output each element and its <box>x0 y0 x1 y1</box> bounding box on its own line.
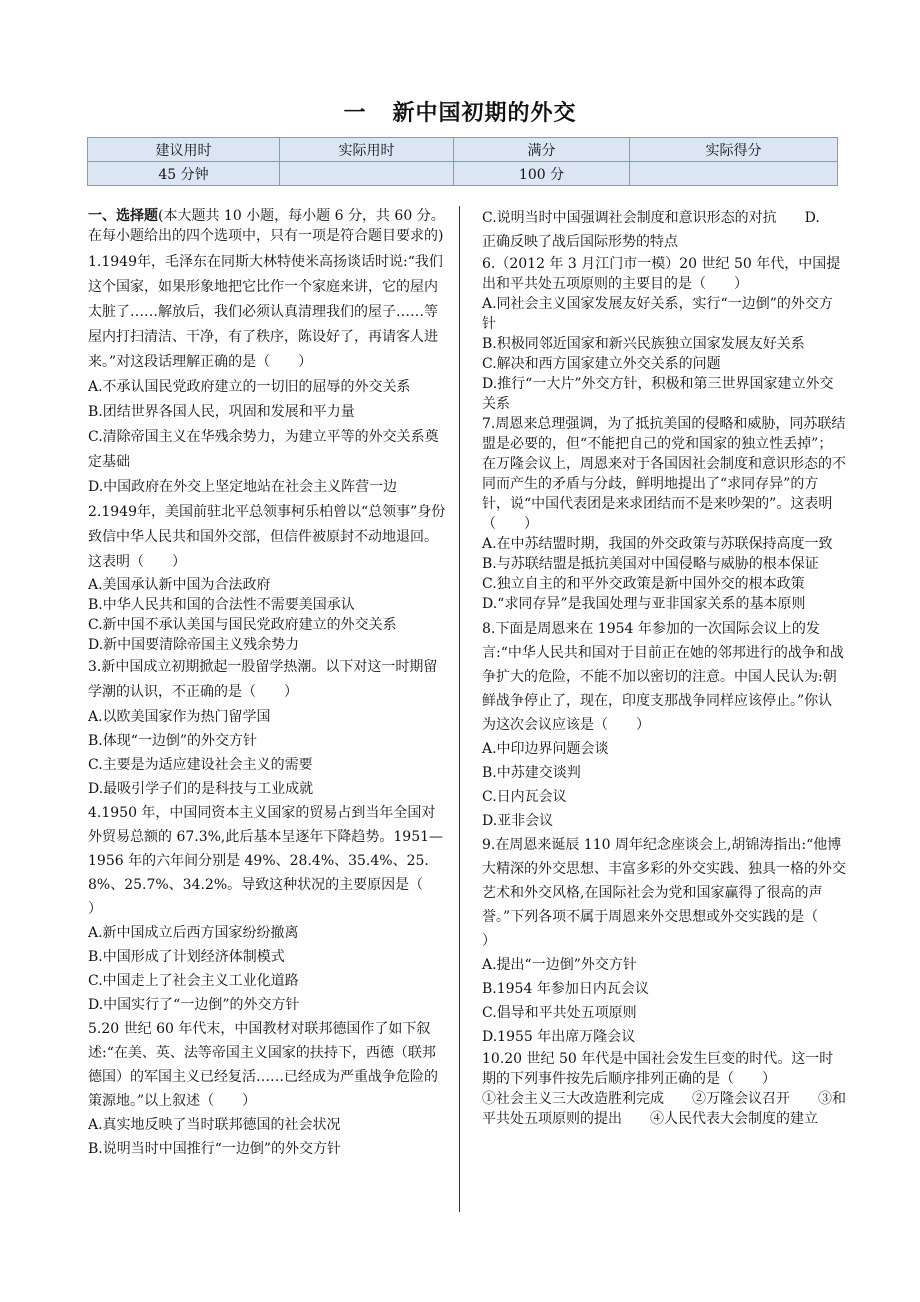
right-column <box>482 206 846 1129</box>
section-label: 一、选择题 <box>88 208 158 224</box>
option-d[interactable]: D.亚非会议 <box>482 813 554 829</box>
option-d[interactable]: D.新中国要清除帝国主义残余势力 <box>88 637 300 653</box>
question-stem: 7.周恩来总理强调，为了抵抗美国的侵略和威胁，同苏联结盟是必要的，但“不能把自己的党和国家的独立性丢掉”；在万隆会议上，周恩来对于各国因社会制度和意识形态的不同而产生的矛盾与分歧，鲜明地提出了“求同存异”的方针，说“中国代表团是来求团结而不是来吵架的”。这表明（ ） <box>482 416 846 532</box>
header-suggested-time: 建议用时 <box>88 138 280 162</box>
option-d[interactable]: D.“求同存异”是我国处理与亚非国家关系的基本原则 <box>482 596 806 612</box>
question-stem: 5.20 世纪 60 年代末，中国教材对联邦德国作了如下叙述:“在美、英、法等帝国主义国家的扶持下，西德（联邦德国）的军国主义已经复活……已经成为严重战争危险的策源地。”以上叙述（ ） <box>88 1021 438 1109</box>
question-stem: 1.1949年，毛泽东在同斯大林特使米高扬谈话时说:“我们这个国家，如果形象地把它比作一个家庭来讲，它的屋内太脏了……解放后，我们必须认真清理我们的屋子……等屋内打扫清洁、干净，有了秩序，陈设好了，再请客人进来。”对这段话理解正确的是（ ） <box>88 254 443 370</box>
option-a[interactable]: A.同社会主义国家发展友好关系，实行“一边倒”的外交方针 <box>482 296 833 332</box>
title-text: 新中国初期的外交 <box>392 101 577 126</box>
option-b[interactable]: B.体现“一边倒”的外交方针 <box>88 733 258 749</box>
question-4 <box>88 801 452 1017</box>
question-9 <box>482 833 846 1049</box>
left-column <box>88 206 452 1161</box>
option-d[interactable]: D.中国实行了“一边倒”的外交方针 <box>88 997 300 1013</box>
section-desc: (本大题共 10 小题，每小题 6 分，共 60 分。在每小题给出的四个选项中，只有一项是符合题目要求的) <box>88 208 445 244</box>
question-1 <box>88 250 448 500</box>
option-c[interactable]: C.中国走上了社会主义工业化道路 <box>88 973 299 989</box>
option-b[interactable]: B.说明当时中国推行“一边倒”的外交方针 <box>88 1141 342 1157</box>
option-c[interactable]: C.日内瓦会议 <box>482 789 567 805</box>
option-d[interactable]: D.1955 年出席万隆会议 <box>482 1029 636 1045</box>
option-b[interactable]: B.中苏建交谈判 <box>482 765 581 781</box>
option-a[interactable]: A.新中国成立后西方国家纷纷撤离 <box>88 925 299 941</box>
question-2 <box>88 500 448 655</box>
question-5 <box>88 1017 448 1161</box>
option-b[interactable]: B.与苏联结盟是抵抗美国对中国侵略与威胁的根本保证 <box>482 556 819 572</box>
question-stem: 10.20 世纪 50 年代是中国社会发生巨变的时代。这一时期的下列事件按先后顺序排列正确的是（ ） <box>482 1051 834 1087</box>
option-c[interactable]: C.独立自主的和平外交政策是新中国外交的根本政策 <box>482 576 805 592</box>
option-d[interactable]: D.推行“一大片”外交方针，积极和第三世界国家建立外交关系 <box>482 376 834 412</box>
question-8 <box>482 617 846 833</box>
question-10 <box>482 1049 846 1129</box>
option-d[interactable]: 正确反映了战后国际形势的特点 <box>482 234 678 250</box>
header-full-score: 满分 <box>454 138 630 162</box>
option-a[interactable]: A.提出“一边倒”外交方针 <box>482 957 637 973</box>
option-c[interactable]: C.新中国不承认美国与国民党政府建立的外交关系 <box>88 617 397 633</box>
column-divider <box>459 206 460 1212</box>
option-c[interactable]: C.说明当时中国强调社会制度和意识形态的对抗 D. <box>482 210 820 226</box>
question-stem: 2.1949年，美国前驻北平总领事柯乐柏曾以“总领事”身份致信中华人民共和国外交部，但信件被原封不动地退回。这表明（ ） <box>88 504 446 570</box>
question-5-continued <box>482 206 846 254</box>
ordering-items: ①社会主义三大改造胜利完成 ②万隆会议召开 ③和平共处五项原则的提出 ④人民代表大会制度的建立 <box>482 1091 846 1127</box>
value-full-score: 100 分 <box>454 162 630 186</box>
value-actual-score[interactable] <box>630 162 838 186</box>
option-b[interactable]: B.中华人民共和国的合法性不需要美国承认 <box>88 597 355 613</box>
title-number: 一 <box>343 101 367 126</box>
header-actual-score: 实际得分 <box>630 138 838 162</box>
option-a[interactable]: A.美国承认新中国为合法政府 <box>88 577 271 593</box>
question-3 <box>88 655 448 801</box>
question-6 <box>482 254 846 414</box>
option-a[interactable]: A.不承认国民党政府建立的一切旧的屈辱的外交关系 <box>88 379 411 395</box>
question-stem: 8.下面是周恩来在 1954 年参加的一次国际会议上的发言:“中华人民共和国对于目前正在她的邻邦进行的战争和战争扩大的危险，不能不加以密切的注意。中国人民认为:朝鲜战争停止了，现在，印度支那战争同样应该停止。”你认为这次会议应该是（ ） <box>482 621 844 733</box>
option-d[interactable]: D.最吸引学子们的是科技与工业成就 <box>88 781 314 797</box>
section-heading <box>88 206 448 246</box>
option-b[interactable]: B.团结世界各国人民，巩固和发展和平力量 <box>88 404 355 420</box>
option-d[interactable]: D.中国政府在外交上坚定地站在社会主义阵营一边 <box>88 479 398 495</box>
option-b[interactable]: B.积极同邻近国家和新兴民族独立国家发展友好关系 <box>482 336 805 352</box>
question-stem: 4.1950 年，中国同资本主义国家的贸易占到当年全国对外贸易总额的 67.3%,此后基本呈逐年下降趋势。1951—1956 年的六年间分别是 49%、28.4%、35.4%、25.8%、25.7%、34.2%。导致这种状况的主要原因是（ ） <box>88 805 452 917</box>
option-c[interactable]: C.解决和西方国家建立外交关系的问题 <box>482 356 721 372</box>
info-value-row <box>88 162 838 186</box>
value-suggested-time: 45 分钟 <box>88 162 280 186</box>
option-a[interactable]: A.在中苏结盟时期，我国的外交政策与苏联保持高度一致 <box>482 536 833 552</box>
question-stem: 9.在周恩来诞辰 110 周年纪念座谈会上,胡锦涛指出:“他博大精深的外交思想、丰富多彩的外交实践、独具一格的外交艺术和外交风格,在国际社会为党和国家赢得了很高的声誉。”下列各项不属于周恩来外交思想或外交实践的是（ ） <box>482 837 847 949</box>
option-a[interactable]: A.真实地反映了当时联邦德国的社会状况 <box>88 1117 341 1133</box>
info-table <box>87 137 838 186</box>
page-title <box>0 96 920 127</box>
question-stem: 6.（2012 年 3 月江门市一模）20 世纪 50 年代，中国提出和平共处五项原则的主要目的是（ ） <box>482 256 841 292</box>
option-c[interactable]: C.主要是为适应建设社会主义的需要 <box>88 757 313 773</box>
info-header-row <box>88 138 838 162</box>
option-c[interactable]: C.倡导和平共处五项原则 <box>482 1005 637 1021</box>
option-a[interactable]: A.中印边界问题会谈 <box>482 741 609 757</box>
header-actual-time: 实际用时 <box>280 138 454 162</box>
value-actual-time[interactable] <box>280 162 454 186</box>
option-b[interactable]: B.中国形成了计划经济体制模式 <box>88 949 285 965</box>
question-7 <box>482 414 846 614</box>
option-c[interactable]: C.清除帝国主义在华残余势力，为建立平等的外交关系奠定基础 <box>88 429 439 470</box>
option-b[interactable]: B.1954 年参加日内瓦会议 <box>482 981 649 997</box>
question-stem: 3.新中国成立初期掀起一股留学热潮。以下对这一时期留学潮的认识，不正确的是（ ） <box>88 659 438 700</box>
option-a[interactable]: A.以欧美国家作为热门留学国 <box>88 709 271 725</box>
